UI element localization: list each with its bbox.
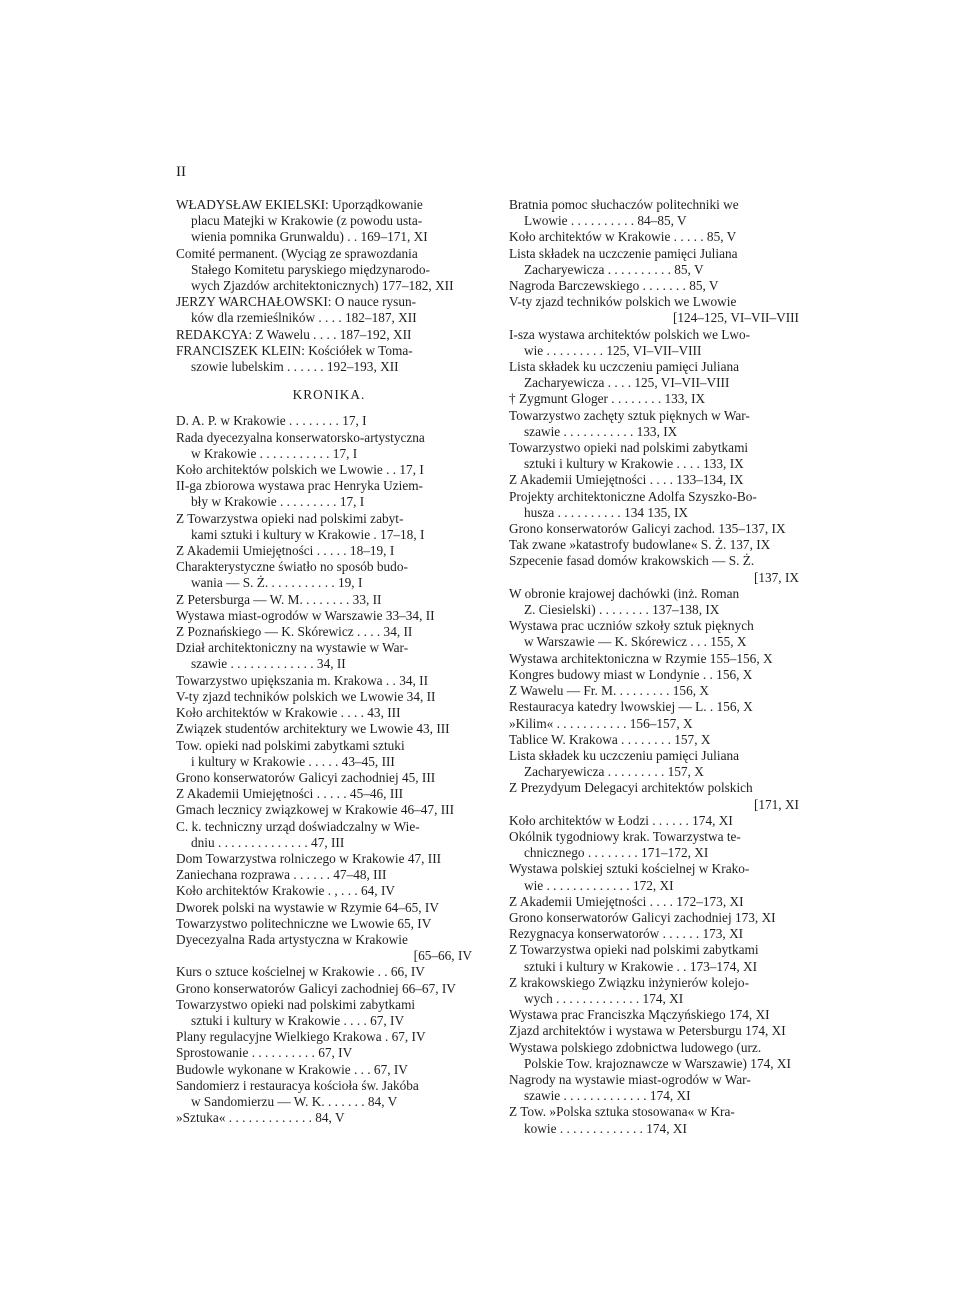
chronicle-entry <box>509 489 799 521</box>
chronicle-entry-line: dniu . . . . . . . . . . . . . . 47, III <box>191 834 345 850</box>
chronicle-entry <box>176 786 472 802</box>
chronicle-entry-line: W obronie krajowej dachówki (inż. Roman <box>509 585 740 601</box>
chronicle-entry-line: szawie . . . . . . . . . . . 133, IX <box>524 423 678 439</box>
chronicle-entry-line: Z Wawelu — Fr. M. . . . . . . . . 156, X <box>509 683 709 699</box>
chronicle-entry-line: Gmach lecznicy związkowej w Krakowie 46–47, III <box>176 802 455 818</box>
chronicle-entry <box>509 748 799 780</box>
chronicle-entry-line: »Sztuka« . . . . . . . . . . . . . 84, V <box>176 1110 345 1126</box>
chronicle-entry-line: [137, IX <box>753 569 799 585</box>
chronicle-entry <box>176 1078 472 1110</box>
page-number: II <box>176 164 186 180</box>
chronicle-entry <box>509 246 799 278</box>
chronicle-entry-line: wych . . . . . . . . . . . . . 174, XI <box>524 990 684 1006</box>
chronicle-entry <box>176 981 472 997</box>
chronicle-entry <box>176 559 472 591</box>
chronicle-entry <box>509 537 799 553</box>
chronicle-entry-line: wania — S. Ż. . . . . . . . . . . 19, I <box>191 575 363 591</box>
chronicle-entry <box>509 732 799 748</box>
chronicle-entry-line: Tak zwane »katastrofy budowlane« S. Ż. 137, IX <box>509 537 771 553</box>
chronicle-entry <box>176 640 472 672</box>
chronicle-entry-line: Wystawa prac uczniów szkoły sztuk pięknych <box>509 618 754 634</box>
article-entry-line: szowie lubelskim . . . . . . 192–193, XII <box>191 359 399 375</box>
chronicle-entry <box>176 867 472 883</box>
chronicle-entry-line: Dział architektoniczny na wystawie w War- <box>176 640 409 656</box>
chronicle-entry <box>176 462 472 478</box>
chronicle-entry <box>509 359 799 391</box>
chronicle-entry <box>509 294 799 326</box>
chronicle-entry <box>509 327 799 359</box>
chronicle-entry-line: [124–125, VI–VII–VIII <box>672 310 799 326</box>
chronicle-entry <box>176 932 472 964</box>
chronicle-entry-line: Grono konserwatorów Galicyi zachodniej 66–67, IV <box>176 980 456 996</box>
article-entry-line: placu Matejki w Krakowie (z powodu usta- <box>191 213 423 229</box>
chronicle-entry <box>509 651 799 667</box>
chronicle-entry-line: Lista składek ku uczczeniu pamięci Juliana <box>509 359 740 375</box>
chronicle-entry-line: wie . . . . . . . . . 125, VI–VII–VIII <box>524 342 702 358</box>
chronicle-entry <box>176 543 472 559</box>
chronicle-entry-line: chnicznego . . . . . . . . 171–172, XI <box>524 845 709 861</box>
chronicle-entry-line: Kurs o sztuce kościelnej w Krakowie . . 66, IV <box>176 964 425 980</box>
chronicle-entry-line: † Zygmunt Gloger . . . . . . . . 133, IX <box>509 391 706 407</box>
chronicle-entry <box>509 716 799 732</box>
chronicle-entry <box>509 683 799 699</box>
chronicle-entry-line: szawie . . . . . . . . . . . . . 174, XI <box>524 1088 691 1104</box>
chronicle-entry-line: Dworek polski na wystawie w Rzymie 64–65, IV <box>176 899 439 915</box>
chronicle-entry-line: D. A. P. w Krakowie . . . . . . . . 17, I <box>176 413 367 429</box>
chronicle-entry <box>509 1040 799 1072</box>
chronicle-entry <box>509 699 799 715</box>
chronicle-entry <box>176 851 472 867</box>
chronicle-entry-line: Grono konserwatorów Galicyi zachodniej 173, XI <box>509 909 776 925</box>
chronicle-entry-line: Zacharyewicza . . . . . . . . . . 85, V <box>524 261 704 277</box>
chronicle-entry-line: bły w Krakowie . . . . . . . . . 17, I <box>191 494 365 510</box>
chronicle-entry-line: Okólnik tygodniowy krak. Towarzystwa te- <box>509 828 741 844</box>
chronicle-entry-line: sztuki i kultury w Krakowie . . 173–174, XI <box>524 958 758 974</box>
chronicle-entry-line: [171, XI <box>753 796 799 812</box>
article-entry-line: wienia pomnika Grunwaldu) . . 169–171, XI <box>191 229 428 245</box>
chronicle-entry <box>509 618 799 650</box>
chronicle-entry-line: Z Petersburga — W. M. . . . . . . . 33, II <box>176 591 382 607</box>
chronicle-entry <box>509 391 799 407</box>
article-entry <box>176 197 472 246</box>
article-entry-line: Stałego Komitetu paryskiego międzynarodo- <box>191 261 430 277</box>
chronicle-entry-line: Dyecezyalna Rada artystyczna w Krakowie <box>176 931 408 947</box>
chronicle-entry <box>176 430 472 462</box>
chronicle-entry <box>509 926 799 942</box>
chronicle-entry <box>176 1062 472 1078</box>
chronicle-entry-line: Restauracya katedry lwowskiej — L. . 156, X <box>509 699 753 715</box>
chronicle-entry <box>509 975 799 1007</box>
article-entry <box>176 246 472 295</box>
chronicle-entry-line: Sprostowanie . . . . . . . . . . 67, IV <box>176 1045 353 1061</box>
chronicle-entry-line: Rezygnacya konserwatorów . . . . . . 173, XI <box>509 926 744 942</box>
chronicle-entry <box>509 1104 799 1136</box>
chronicle-entry <box>176 721 472 737</box>
chronicle-entry <box>176 819 472 851</box>
chronicle-entry-line: Grono konserwatorów Galicyi zachod. 135–137, IX <box>509 521 786 537</box>
chronicle-entry-line: Bratnia pomoc słuchaczów politechniki we <box>509 197 739 212</box>
chronicle-entry-line: Z Prezydyum Delegacyi architektów polskich <box>509 780 753 796</box>
articles-list <box>176 197 472 375</box>
chronicle-entry-line: Dom Towarzystwa rolniczego w Krakowie 47, III <box>176 850 442 866</box>
article-entry-line: FRANCISZEK KLEIN: Kościółek w Toma- <box>176 342 413 358</box>
chronicle-entry-line: Kongres budowy miast w Londynie . . 156, X <box>509 666 753 682</box>
chronicle-entry-line: Zaniechana rozprawa . . . . . . 47–48, III <box>176 867 387 883</box>
chronicle-entry-line: w Sandomierzu –– W. K. . . . . . . 84, V <box>191 1093 398 1109</box>
chronicle-entry <box>509 472 799 488</box>
chronicle-entry <box>509 1072 799 1104</box>
chronicle-entry-line: Z. Ciesielski) . . . . . . . . 137–138, IX <box>524 602 720 618</box>
chronicle-entry <box>176 738 472 770</box>
chronicle-entry <box>509 829 799 861</box>
chronicle-entry <box>176 511 472 543</box>
chronicle-entry-line: Zjazd architektów i wystawa w Petersburgu 174, XI <box>509 1023 786 1039</box>
chronicle-entry-line: Polskie Tow. krajoznawcze w Warszawie) 174, XI <box>524 1055 791 1071</box>
chronicle-entry-line: Z Towarzystwa opieki nad polskimi zabyt- <box>176 510 404 526</box>
article-entry-line: wych Zjazdów architektonicznych) 177–182, XII <box>191 278 454 294</box>
chronicle-entry <box>509 780 799 812</box>
chronicle-entry <box>176 689 472 705</box>
chronicle-entry <box>176 592 472 608</box>
chronicle-entry-line: Wystawa polskiej sztuki kościelnej w Krako- <box>509 861 750 877</box>
chronicle-entry-line: Z Akademii Umiejętności . . . . 172–173, XI <box>509 893 744 909</box>
chronicle-entry <box>176 916 472 932</box>
chronicle-entry-line: Plany regulacyjne Wielkiego Krakowa . 67, IV <box>176 1029 426 1045</box>
chronicle-entry-line: Wystawa prac Franciszka Mączyńskiego 174, XI <box>509 1007 770 1023</box>
chronicle-entry-line: kami sztuki i kultury w Krakowie . 17–18, I <box>191 526 425 542</box>
left-column <box>176 197 472 1126</box>
chronicle-entry-line: Tablice W. Krakowa . . . . . . . . 157, X <box>509 731 711 747</box>
chronicle-entry-line: Z Akademii Umiejętności . . . . . 18–19, I <box>176 543 395 559</box>
chronicle-entry <box>176 770 472 786</box>
chronicle-entry-line: V-ty zjazd techników polskich we Lwowie 34, II <box>176 688 436 704</box>
chronicle-entry <box>509 667 799 683</box>
article-entry-line: REDAKCYA: Z Wawelu . . . . 187–192, XII <box>176 326 412 342</box>
chronicle-entry <box>509 942 799 974</box>
chronicle-entry <box>176 900 472 916</box>
chronicle-entry-line: Towarzystwo upiększania m. Krakowa . . 34, II <box>176 672 429 688</box>
chronicle-entry-line: Sandomierz i restauracya kościoła św. Jakóba <box>176 1077 419 1093</box>
chronicle-entry <box>176 1110 472 1126</box>
chronicle-entry-line: Tow. opieki nad polskimi zabytkami sztuki <box>176 737 405 753</box>
chronicle-entry-line: Koło architektów Krakowie . , . . . 64, IV <box>176 883 395 899</box>
chronicle-entry-line: szawie . . . . . . . . . . . . . 34, II <box>191 656 346 672</box>
chronicle-entry <box>509 586 799 618</box>
article-entry <box>176 294 472 326</box>
article-entry-line: JERZY WARCHAŁOWSKI: O nauce rysun- <box>176 294 417 310</box>
chronicle-entry <box>509 440 799 472</box>
right-column <box>509 197 799 1137</box>
chronicle-entry-line: w Krakowie . . . . . . . . . . . 17, I <box>191 445 358 461</box>
chronicle-entry-line: Nagroda Barczewskiego . . . . . . . 85, V <box>509 278 719 294</box>
chronicle-entry-line: i kultury w Krakowie . . . . . 43–45, III <box>191 753 395 769</box>
chronicle-entry <box>509 229 799 245</box>
chronicle-entry <box>509 894 799 910</box>
chronicle-entry-line: Z Akademii Umiejętności . . . . 133–134, IX <box>509 472 744 488</box>
chronicle-entry-line: Z Poznańskiego — K. Skórewicz . . . . 34, II <box>176 624 413 640</box>
chronicle-entry-line: Nagrody na wystawie miast-ogrodów w War- <box>509 1071 751 1087</box>
chronicle-entry-line: Towarzystwo zachęty sztuk pięknych w War- <box>509 407 750 423</box>
chronicle-entry-line: Koło architektów w Krakowie . . . . 43, III <box>176 705 401 721</box>
chronicle-entry-line: I-sza wystawa architektów polskich we Lwo- <box>509 326 751 342</box>
chronicle-entry-line: V-ty zjazd techników polskich we Lwowie <box>509 294 737 310</box>
chronicle-entry-line: Koło architektów polskich we Lwowie . . 17, I <box>176 462 424 478</box>
chronicle-entry <box>509 408 799 440</box>
chronicle-entry <box>176 705 472 721</box>
chronicle-entry-line: Koło architektów w Łodzi . . . . . . 174, XI <box>509 812 733 828</box>
chronicle-entry <box>176 802 472 818</box>
chronicle-entry <box>509 1007 799 1023</box>
chronicle-entry <box>176 673 472 689</box>
chronicle-entry-line: wie . . . . . . . . . . . . . 172, XI <box>524 877 674 893</box>
chronicle-entry-line: Koło architektów w Krakowie . . . . . 85, V <box>509 229 737 245</box>
chronicle-entry-line: Projekty architektoniczne Adolfa Szyszko-Bo- <box>509 488 757 504</box>
chronicle-entry-line: Zacharyewicza . . . . 125, VI–VII–VIII <box>524 375 730 391</box>
section-title: KRONIKA. <box>292 387 366 403</box>
chronicle-entry <box>509 813 799 829</box>
chronicle-list-continued <box>509 197 799 1137</box>
chronicle-entry-line: II-ga zbiorowa wystawa prac Henryka Uziem- <box>176 478 423 494</box>
article-entry <box>176 327 472 343</box>
chronicle-entry-line: Z Towarzystwa opieki nad polskimi zabytkami <box>509 942 759 958</box>
chronicle-entry <box>509 553 799 585</box>
chronicle-entry <box>509 278 799 294</box>
chronicle-entry-line: Wystawa architektoniczna w Rzymie 155–156, X <box>509 650 773 666</box>
chronicle-entry-line: Towarzystwo opieki nad polskimi zabytkami <box>176 996 416 1012</box>
chronicle-entry-line: Rada dyecezyalna konserwatorsko-artystyczna <box>176 429 425 445</box>
chronicle-entry <box>176 964 472 980</box>
article-entry <box>176 343 472 375</box>
chronicle-entry-line: Zacharyewicza . . . . . . . . . 157, X <box>524 764 704 780</box>
chronicle-entry <box>176 413 472 429</box>
chronicle-entry <box>176 608 472 624</box>
chronicle-entry-line: husza . . . . . . . . . . 134 135, IX <box>524 504 688 520</box>
chronicle-entry-line: sztuki i kultury w Krakowie . . . . 133, IX <box>524 456 744 472</box>
chronicle-entry-line: sztuki i kultury w Krakowie . . . . 67, IV <box>191 1012 405 1028</box>
chronicle-entry-line: Wystawa polskiego zdobnictwa ludowego (urz. <box>509 1039 762 1055</box>
chronicle-entry <box>509 521 799 537</box>
chronicle-entry-line: w Warszawie — K. Skórewicz . . . 155, X <box>524 634 747 650</box>
article-entry-line: WŁADYSŁAW EKIELSKI: Uporządkowanie <box>176 197 423 212</box>
chronicle-entry-line: [65–66, IV <box>413 948 472 964</box>
chronicle-entry-line: »Kilim« . . . . . . . . . . . 156–157, X <box>509 715 693 731</box>
chronicle-entry-line: Z krakowskiego Związku inżynierów kolejo- <box>509 974 750 990</box>
chronicle-entry-line: Towarzystwo politechniczne we Lwowie 65, IV <box>176 915 432 931</box>
chronicle-entry-line: Budowle wykonane w Krakowie . . . 67, IV <box>176 1061 408 1077</box>
chronicle-entry <box>176 883 472 899</box>
chronicle-list <box>176 413 472 1126</box>
chronicle-entry <box>176 997 472 1029</box>
chronicle-entry-line: Towarzystwo opieki nad polskimi zabytkami <box>509 440 749 456</box>
chronicle-entry <box>176 1029 472 1045</box>
chronicle-entry <box>176 1045 472 1061</box>
chronicle-entry-line: kowie . . . . . . . . . . . . . 174, XI <box>524 1120 687 1136</box>
chronicle-entry <box>509 197 799 229</box>
article-entry-line: ków dla rzemieślników . . . . 182–187, XII <box>191 310 417 326</box>
chronicle-entry <box>176 478 472 510</box>
article-entry-line: Comité permanent. (Wyciąg ze sprawozdania <box>176 245 418 261</box>
chronicle-entry-line: Wystawa miast-ogrodów w Warszawie 33–34, II <box>176 607 435 623</box>
chronicle-entry <box>509 910 799 926</box>
chronicle-entry-line: Grono konserwatorów Galicyi zachodniej 45, III <box>176 769 436 785</box>
chronicle-entry-line: Związek studentów architektury we Lwowie 43, III <box>176 721 450 737</box>
chronicle-entry-line: Lista składek ku uczczeniu pamięci Juliana <box>509 747 740 763</box>
chronicle-entry-line: Charakterystyczne światło no sposób budo- <box>176 559 408 575</box>
chronicle-entry-line: Lista składek na uczczenie pamięci Juliana <box>509 245 738 261</box>
chronicle-entry <box>176 624 472 640</box>
chronicle-entry <box>509 861 799 893</box>
chronicle-entry-line: Lwowie . . . . . . . . . . 84–85, V <box>524 213 687 229</box>
chronicle-entry-line: Z Akademii Umiejętności . . . . . 45–46, III <box>176 786 404 802</box>
chronicle-entry-line: C. k. techniczny urząd doświadczalny w Wie- <box>176 818 420 834</box>
chronicle-entry <box>509 1023 799 1039</box>
chronicle-entry-line: Z Tow. »Polska sztuka stosowana« w Kra- <box>509 1104 735 1120</box>
chronicle-entry-line: Szpecenie fasad domów krakowskich — S. Ż. <box>509 553 755 569</box>
